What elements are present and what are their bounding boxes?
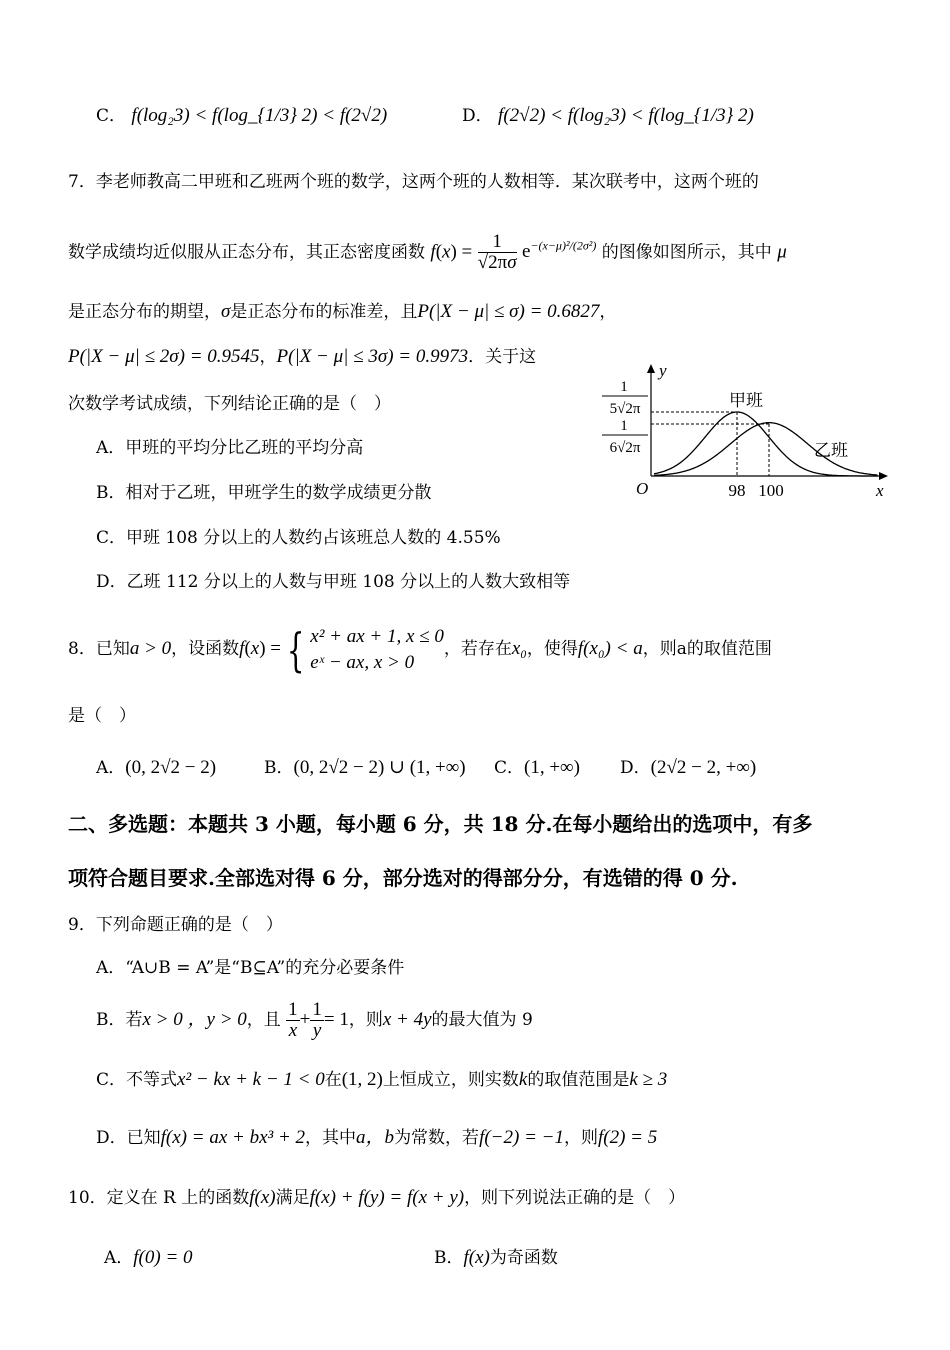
q9-option-b: B．若x > 0 ，y > 0，且 $\frac{1}{x}$ + $\frac{1}{y}$ = 1，则x + 4y的最大值为 9	[96, 999, 533, 1041]
q8-line1: 8．已知a > 0，设函数f(x) = { x² + ax + 1, x ≤ 0 eˣ − ax, x > 0 ，若存在x₀，使得f(x₀) < a，则a的取值范围	[68, 622, 772, 677]
density-frac: $\frac{1}{√2\pi\sigma}$	[477, 231, 517, 274]
q6-option-c-expr: f(log₂3) < f(log_{1/3} 2) < f(2√2)	[131, 105, 388, 126]
y-tick-1-num: 1	[620, 379, 628, 395]
axis-x-label: x	[876, 481, 884, 500]
q6-option-d: D． f(2√2) < f(log₂3) < f(log_{1/3} 2)	[462, 105, 754, 126]
density-exp: $e^{-(x-\mu)^2/(2\sigma^2)}$	[521, 239, 597, 263]
q6-option-c: C． f(log₂3) < f(log_{1/3} 2) < f(2√2)	[96, 105, 388, 126]
q7-line1: 7．李老师教高二甲班和乙班两个班的数学，这两个班的人数相等．某次联考中，这两个班的	[68, 172, 759, 192]
piecewise-cases: x² + ax + 1, x ≤ 0 eˣ − ax, x > 0	[310, 625, 444, 673]
axis-y-label: y	[659, 361, 667, 380]
y-tick-2-num: 1	[620, 418, 628, 434]
q7-line3: 是正态分布的期望，σ是正态分布的标准差，且P(|X − μ| ≤ σ) = 0.6827，	[68, 301, 617, 322]
q7-option-d: D．乙班 112 分以上的人数与甲班 108 分以上的人数大致相等	[96, 572, 571, 592]
q9-option-a: A．“A∪B = A”是“B⊆A”的充分必要条件	[96, 958, 405, 978]
q8-option-d: D．(2√2 − 2, +∞)	[620, 757, 757, 778]
q7-line5: 次数学考试成绩，下列结论正确的是（ ）	[68, 394, 391, 414]
prob-2: P(|X − μ| ≤ 2σ) = 0.9545	[68, 346, 260, 367]
x-tick-98: 98	[728, 481, 746, 500]
y-tick-1-den: 5√2π	[609, 401, 641, 417]
q10-option-a: A．f(0) = 0	[104, 1247, 193, 1268]
section2-heading-line2: 项符合题目要求.全部选对得 6 分，部分选对的得部分分，有选错的得 0 分.	[68, 866, 738, 890]
q7-option-c: C．甲班 108 分以上的人数约占该班总人数的 4.55%	[96, 528, 501, 548]
y-axis-arrow	[647, 364, 655, 373]
series-label-yi: 乙班	[814, 441, 848, 460]
q8-option-c: C．(1, +∞)	[494, 757, 580, 778]
q10-stem: 10．定义在 R 上的函数f(x)满足f(x) + f(y) = f(x + y)，则下列说法正确的是（ ）	[68, 1187, 686, 1208]
q9-stem: 9．下列命题正确的是（ ）	[68, 915, 283, 935]
prob-3: P(|X − μ| ≤ 3σ) = 0.9973	[276, 346, 469, 367]
y-tick-2-den: 6√2π	[609, 440, 641, 456]
q8-option-b: B．(0, 2√2 − 2) ∪ (1, +∞)	[264, 757, 466, 778]
q7-line2: 数学成绩均近似服从正态分布，其正态密度函数 f(x) = $\frac{1}{√2\pi\sigma}$ $e^{-(x-\mu)^2/(2\sigma^2)}$ 的图像如图所示，其中 μ	[68, 231, 787, 274]
q8-line2: 是（ ）	[68, 706, 136, 726]
q9-option-c: C．不等式x² − kx + k − 1 < 0在(1, 2)上恒成立，则实数k的取值范围是k ≥ 3	[96, 1069, 668, 1090]
x-axis-arrow	[879, 472, 888, 480]
x-tick-100: 100	[758, 481, 784, 500]
origin-label: O	[636, 479, 649, 498]
q10-option-b: B．f(x)为奇函数	[434, 1247, 558, 1268]
q7-option-b: B．相对于乙班，甲班学生的数学成绩更分散	[96, 483, 432, 503]
normal-distribution-chart	[596, 358, 896, 503]
series-label-jia: 甲班	[729, 391, 763, 410]
q9-option-d: D．已知f(x) = ax + bx³ + 2，其中a，b为常数，若f(−2) = −1，则f(2) = 5	[96, 1127, 658, 1148]
prob-1: P(|X − μ| ≤ σ) = 0.6827	[417, 301, 600, 322]
q6-option-d-expr: f(2√2) < f(log₂3) < f(log_{1/3} 2)	[498, 105, 754, 126]
q7-line4: P(|X − μ| ≤ 2σ) = 0.9545，P(|X − μ| ≤ 3σ) = 0.9973．关于这	[68, 346, 537, 367]
q8-option-a: A．(0, 2√2 − 2)	[96, 757, 217, 778]
section2-heading-line1: 二、多选题：本题共 3 小题，每小题 6 分，共 18 分.在每小题给出的选项中，有多	[68, 812, 813, 836]
q7-option-a: A．甲班的平均分比乙班的平均分高	[96, 438, 364, 458]
